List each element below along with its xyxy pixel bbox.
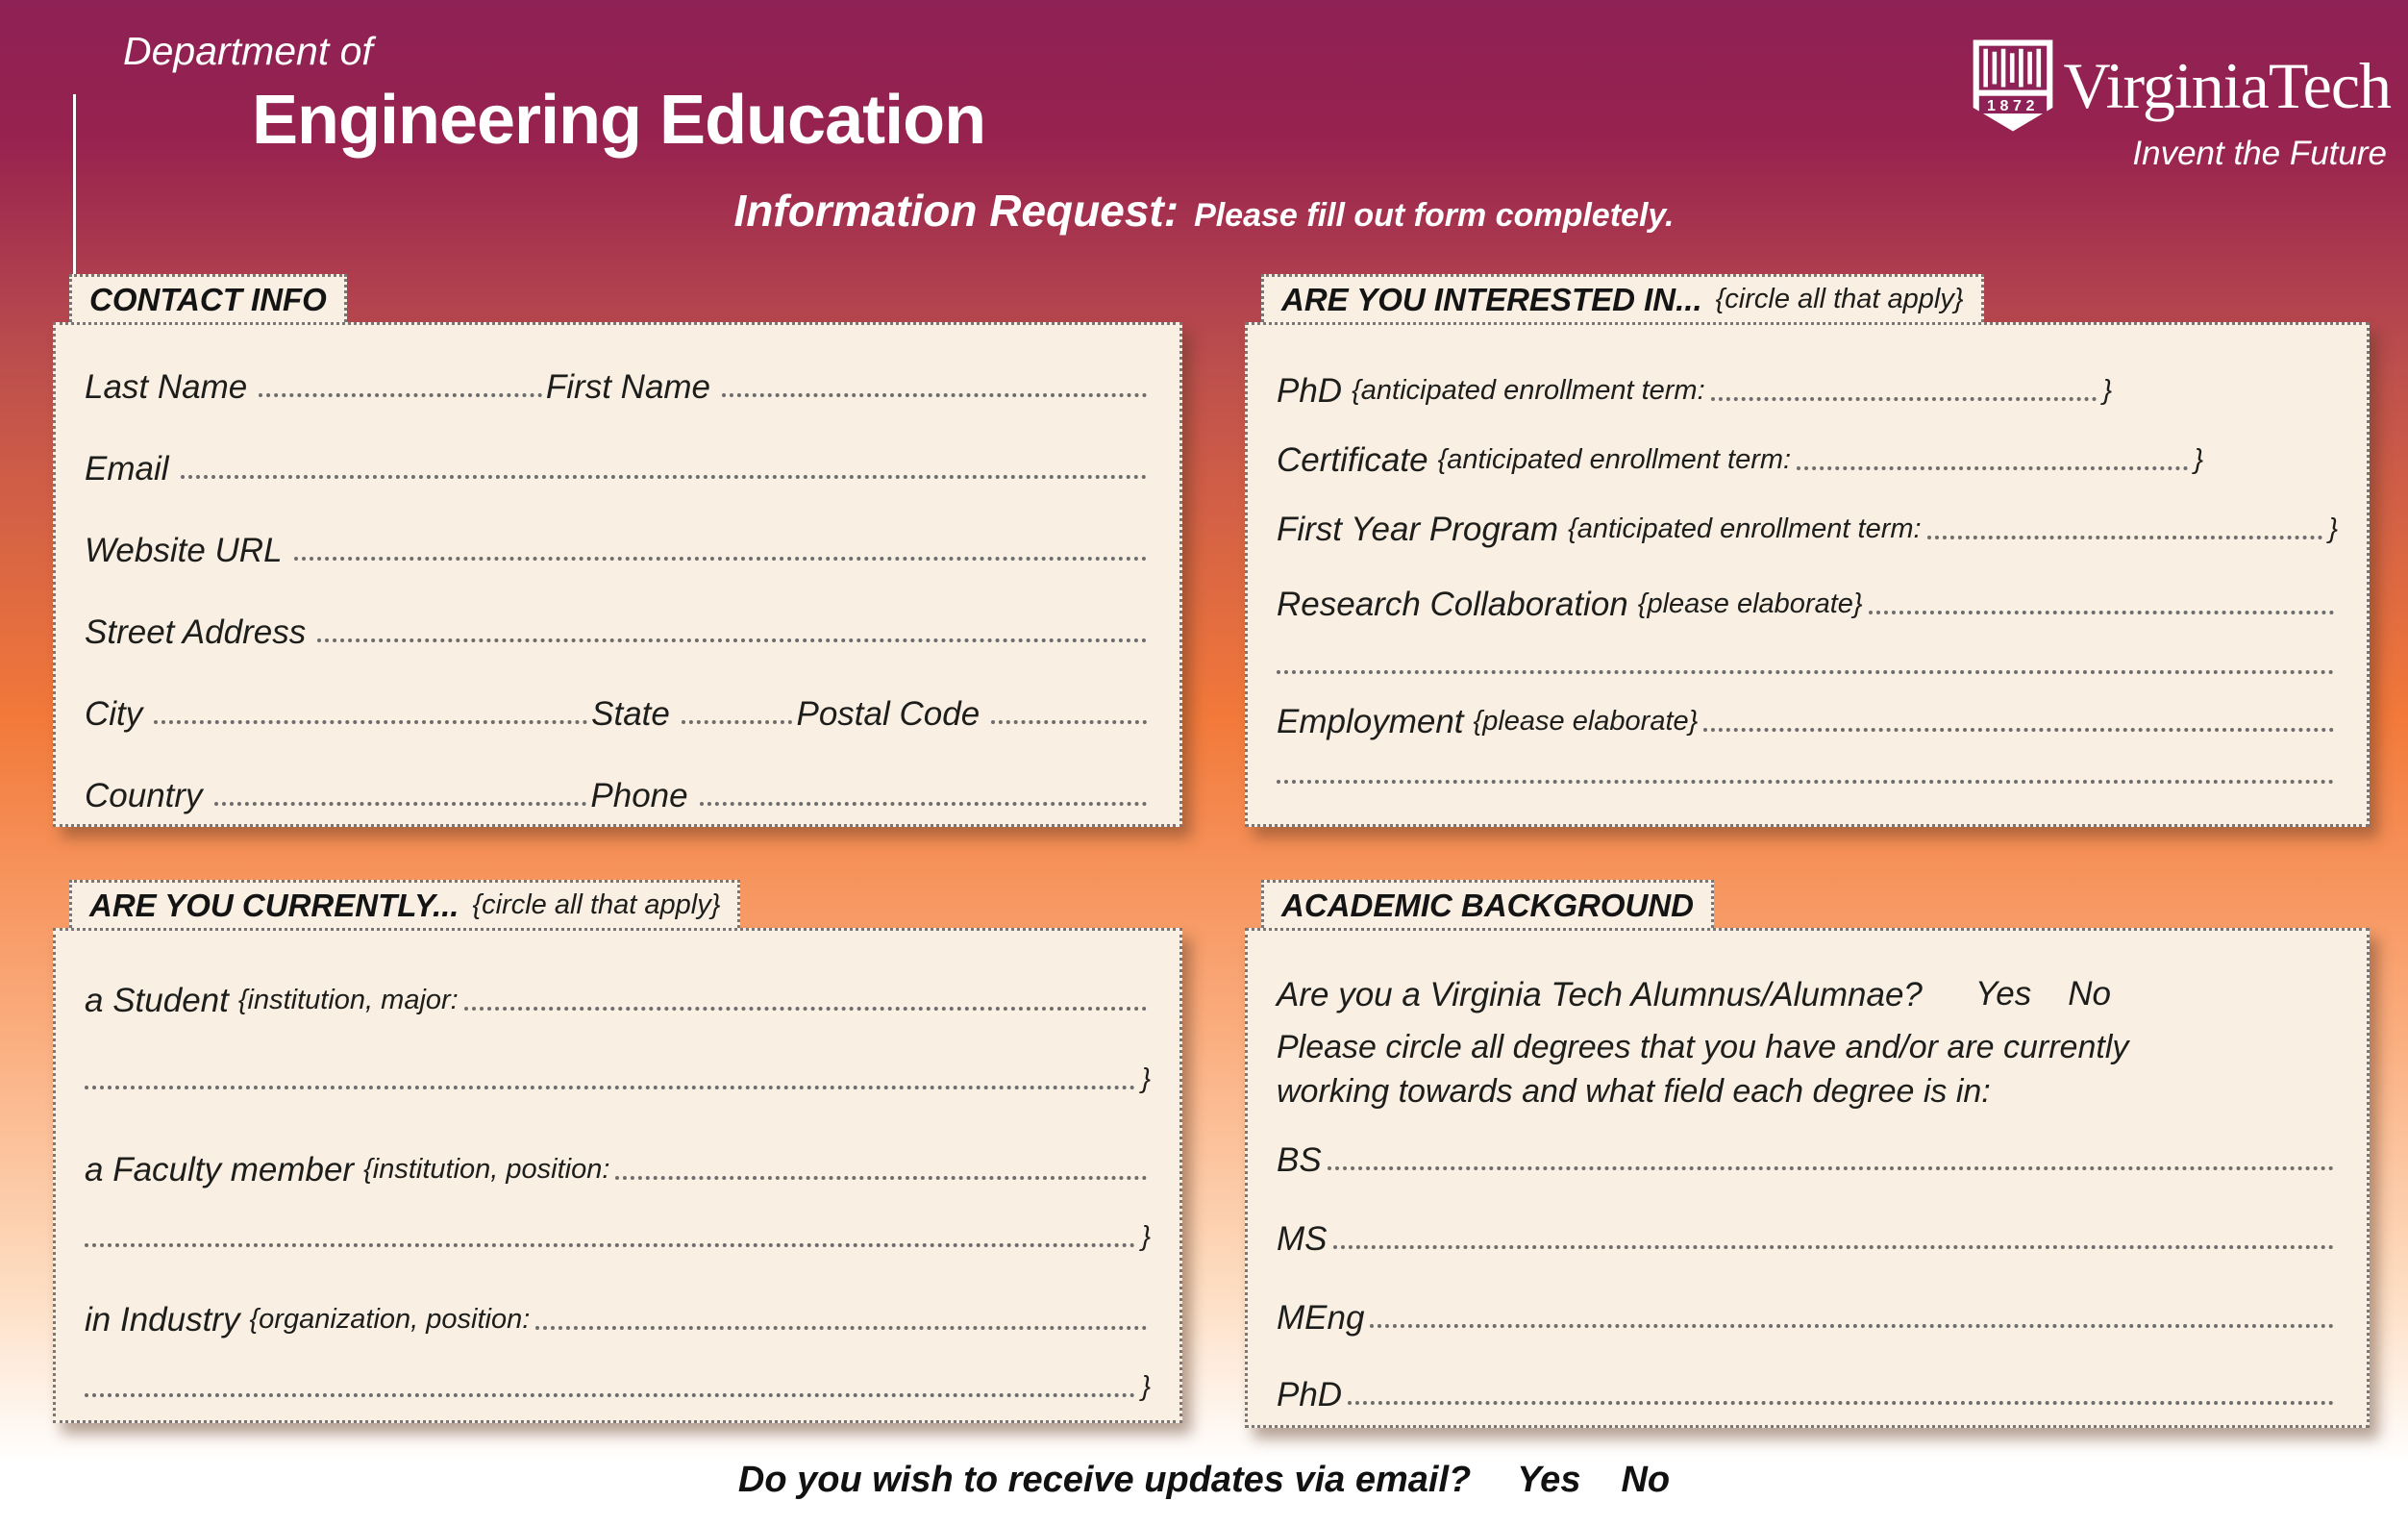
write-line-bs[interactable]: [1328, 1141, 2334, 1170]
option-note-phd: {anticipated enrollment term:: [1352, 375, 1705, 407]
section-label-contact-info: [69, 274, 347, 322]
degree-row-ms: [1277, 1213, 2338, 1258]
degree-row-phd: [1277, 1369, 2338, 1413]
closing-brace: }: [2328, 513, 2338, 545]
write-line-employment-2[interactable]: [1277, 755, 2334, 784]
section-label-academic: [1261, 880, 1714, 928]
virginia-tech-logo: [1972, 38, 2391, 173]
write-line-research[interactable]: [1869, 586, 2334, 614]
interested-row-phd: [1277, 365, 2112, 410]
write-line-postal-code[interactable]: [991, 695, 1147, 724]
field-label-state: State: [591, 694, 670, 733]
field-label-street-address: Street Address: [85, 613, 307, 651]
currently-student-continuation: [85, 1065, 1151, 1098]
section-title: ACADEMIC BACKGROUND: [1281, 887, 1694, 923]
option-note-student: {institution, major:: [237, 985, 459, 1016]
write-line-email[interactable]: [181, 450, 1147, 479]
interested-research-continuation: [1277, 650, 2338, 683]
currently-industry-continuation: [85, 1373, 1151, 1406]
write-line-meng[interactable]: [1370, 1299, 2334, 1328]
write-line-phd-degree[interactable]: [1348, 1376, 2334, 1405]
closing-brace: }: [1141, 1063, 1151, 1095]
write-line-faculty[interactable]: [615, 1151, 1147, 1180]
degree-row-bs: [1277, 1135, 2338, 1179]
section-title: CONTACT INFO: [89, 281, 327, 317]
form-title: Information Request:: [733, 186, 1179, 236]
write-line-ms[interactable]: [1333, 1220, 2335, 1249]
interested-row-research: [1277, 579, 2338, 623]
logo-year: 1872: [1986, 97, 2039, 115]
write-line-last-name[interactable]: [259, 368, 542, 397]
write-line-industry[interactable]: [535, 1301, 1147, 1330]
option-note-certificate: {anticipated enrollment term:: [1437, 444, 1792, 476]
interested-row-first-year: [1277, 504, 2338, 548]
currently-panel: [53, 928, 1182, 1423]
option-label-research-collaboration[interactable]: Research Collaboration: [1277, 585, 1628, 623]
degree-label-meng[interactable]: MEng: [1277, 1298, 1365, 1337]
section-title: ARE YOU CURRENTLY...: [89, 887, 459, 923]
option-label-faculty[interactable]: a Faculty member: [85, 1150, 355, 1188]
form-title-block: [0, 185, 2408, 237]
write-line-first-name[interactable]: [722, 368, 1147, 397]
closing-brace: }: [2102, 375, 2112, 407]
write-line-street-address[interactable]: [317, 613, 1147, 642]
contact-row-street: [85, 607, 1151, 651]
academic-panel: [1245, 928, 2370, 1428]
field-label-last-name: Last Name: [85, 367, 248, 406]
write-line-first-year-term[interactable]: [1927, 511, 2323, 539]
section-title-note: {circle all that apply}: [472, 889, 721, 920]
vt-shield-icon: [1972, 38, 2054, 133]
interested-panel: [1245, 322, 2370, 827]
write-line-certificate-term[interactable]: [1797, 441, 2188, 470]
email-updates-no[interactable]: No: [1621, 1460, 1671, 1500]
degree-instructions-line2: working towards and what field each degree is in:: [1277, 1073, 1991, 1110]
closing-brace: }: [2194, 444, 2203, 476]
contact-row-country-phone: [85, 770, 1151, 814]
field-label-country: Country: [85, 776, 203, 814]
write-line-industry-2[interactable]: [85, 1368, 1135, 1397]
option-note-first-year-program: {anticipated enrollment term:: [1568, 513, 1922, 545]
contact-row-name: [85, 362, 1151, 406]
field-label-first-name: First Name: [545, 367, 711, 406]
degree-label-ms[interactable]: MS: [1277, 1219, 1328, 1258]
interested-row-certificate: [1277, 435, 2203, 479]
closing-brace: }: [1141, 1221, 1151, 1253]
write-line-country[interactable]: [214, 777, 587, 806]
interested-employment-continuation: [1277, 760, 2338, 792]
option-label-industry[interactable]: in Industry: [85, 1300, 240, 1338]
currently-row-industry: [85, 1294, 1151, 1338]
section-title: ARE YOU INTERESTED IN...: [1281, 281, 1702, 317]
degree-row-meng: [1277, 1292, 2338, 1337]
logo-tagline: Invent the Future: [2132, 135, 2387, 172]
option-label-employment[interactable]: Employment: [1277, 702, 1464, 740]
option-note-employment: {please elaborate}: [1473, 706, 1699, 738]
option-label-phd[interactable]: PhD: [1277, 371, 1343, 410]
degree-instructions-line1: Please circle all degrees that you have and/or are currently: [1277, 1029, 2129, 1065]
option-label-student[interactable]: a Student: [85, 981, 229, 1019]
logo-row: [1972, 38, 2391, 133]
contact-info-panel: [53, 322, 1182, 827]
write-line-student-2[interactable]: [85, 1061, 1135, 1089]
email-updates-row: [0, 1460, 2408, 1501]
write-line-employment[interactable]: [1703, 703, 2334, 732]
currently-faculty-continuation: [85, 1223, 1151, 1256]
option-note-industry: {organization, position:: [249, 1304, 531, 1336]
email-updates-yes[interactable]: Yes: [1517, 1460, 1581, 1500]
academic-alumni-question-row: [1277, 969, 2338, 1013]
alumni-question: Are you a Virginia Tech Alumnus/Alumnae?: [1277, 975, 1923, 1013]
interested-row-employment: [1277, 696, 2338, 740]
alumni-no-option[interactable]: No: [2068, 975, 2112, 1013]
option-label-certificate[interactable]: Certificate: [1277, 440, 1428, 479]
email-updates-question: Do you wish to receive updates via email?: [737, 1460, 1472, 1500]
option-label-first-year-program[interactable]: First Year Program: [1277, 510, 1559, 548]
currently-row-student: [85, 975, 1151, 1019]
degree-label-bs[interactable]: BS: [1277, 1140, 1322, 1179]
section-label-currently: [69, 880, 740, 928]
currently-row-faculty: [85, 1144, 1151, 1188]
field-label-email: Email: [85, 449, 169, 488]
option-note-faculty: {institution, position:: [363, 1154, 610, 1186]
department-prefix: Department of: [123, 29, 373, 73]
section-label-interested: [1261, 274, 1984, 322]
option-note-research-collaboration: {please elaborate}: [1637, 588, 1863, 620]
alumni-yes-option[interactable]: Yes: [1974, 975, 2032, 1013]
write-line-website-url[interactable]: [294, 532, 1147, 561]
department-name: Engineering Education: [252, 82, 986, 159]
field-label-city: City: [85, 694, 143, 733]
form-subtitle: Please fill out form completely.: [1194, 197, 1675, 234]
contact-row-website: [85, 525, 1151, 569]
write-line-city[interactable]: [154, 695, 587, 724]
logo-brand-text: VirginiaTech: [2063, 49, 2391, 122]
contact-row-city-state: [85, 688, 1151, 733]
write-line-research-2[interactable]: [1277, 645, 2334, 674]
write-line-faculty-2[interactable]: [85, 1218, 1135, 1247]
write-line-phone[interactable]: [700, 777, 1147, 806]
field-label-phone: Phone: [590, 776, 688, 814]
closing-brace: }: [1141, 1371, 1151, 1403]
write-line-student[interactable]: [464, 982, 1147, 1011]
field-label-website-url: Website URL: [85, 531, 283, 569]
field-label-postal-code: Postal Code: [796, 694, 981, 733]
write-line-phd-term[interactable]: [1711, 372, 2098, 401]
degree-label-phd[interactable]: PhD: [1277, 1375, 1343, 1413]
section-title-note: {circle all that apply}: [1715, 284, 1964, 314]
contact-row-email: [85, 443, 1151, 488]
write-line-state[interactable]: [682, 695, 793, 724]
